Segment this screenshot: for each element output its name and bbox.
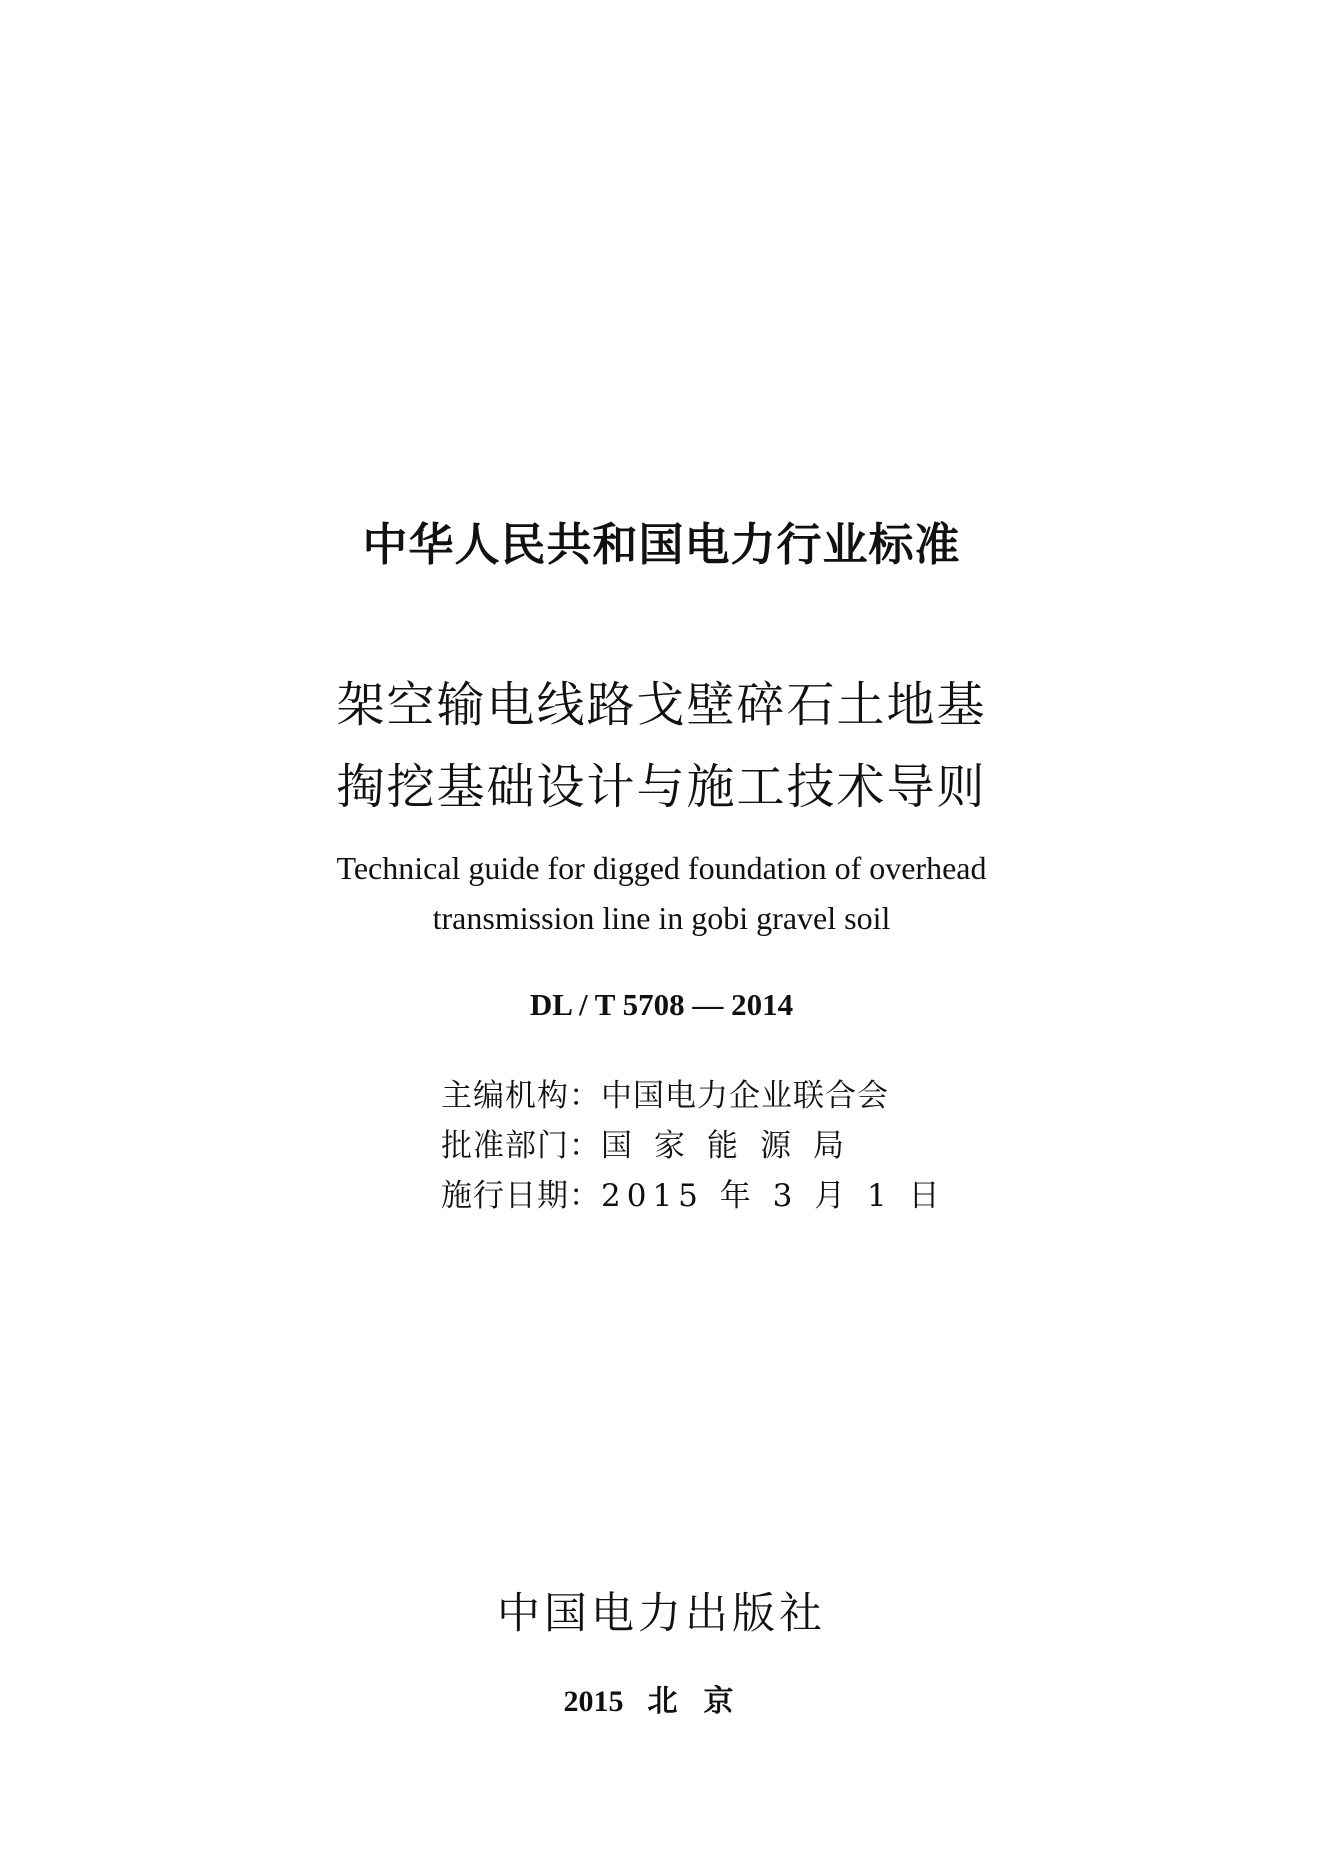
publication-year: 2015: [563, 1685, 624, 1718]
publication-city: 北京: [647, 1684, 760, 1719]
approver-label: 批准部门：: [441, 1128, 601, 1164]
editor-label: 主编机构：: [441, 1078, 601, 1114]
effective-date-value: 2015 年 3 月 1 日: [601, 1178, 946, 1214]
publisher-name: 中国电力出版社: [497, 1589, 826, 1639]
chinese-title-line-2: 掏挖基础设计与施工技术导则: [336, 759, 987, 815]
publication-place: [0, 1676, 1323, 1720]
industry-standard-heading: 中华人民共和国电力行业标准: [362, 518, 961, 571]
standard-code: DL / T 5708 — 2014: [529, 987, 794, 1022]
effective-date-label: 施行日期：: [441, 1178, 601, 1214]
editor-value: 中国电力企业联合会: [601, 1078, 889, 1114]
effective-date-row: [441, 1170, 946, 1215]
approver-row: [441, 1120, 866, 1165]
approver-value: 国家能源局: [601, 1128, 866, 1164]
editor-row: [441, 1070, 889, 1115]
english-title-line-1: Technical guide for digged foundation of overhead: [336, 850, 987, 886]
english-title-line-2: transmission line in gobi gravel soil: [432, 900, 891, 936]
chinese-title-line-1: 架空输电线路戈壁碎石土地基: [336, 677, 987, 733]
